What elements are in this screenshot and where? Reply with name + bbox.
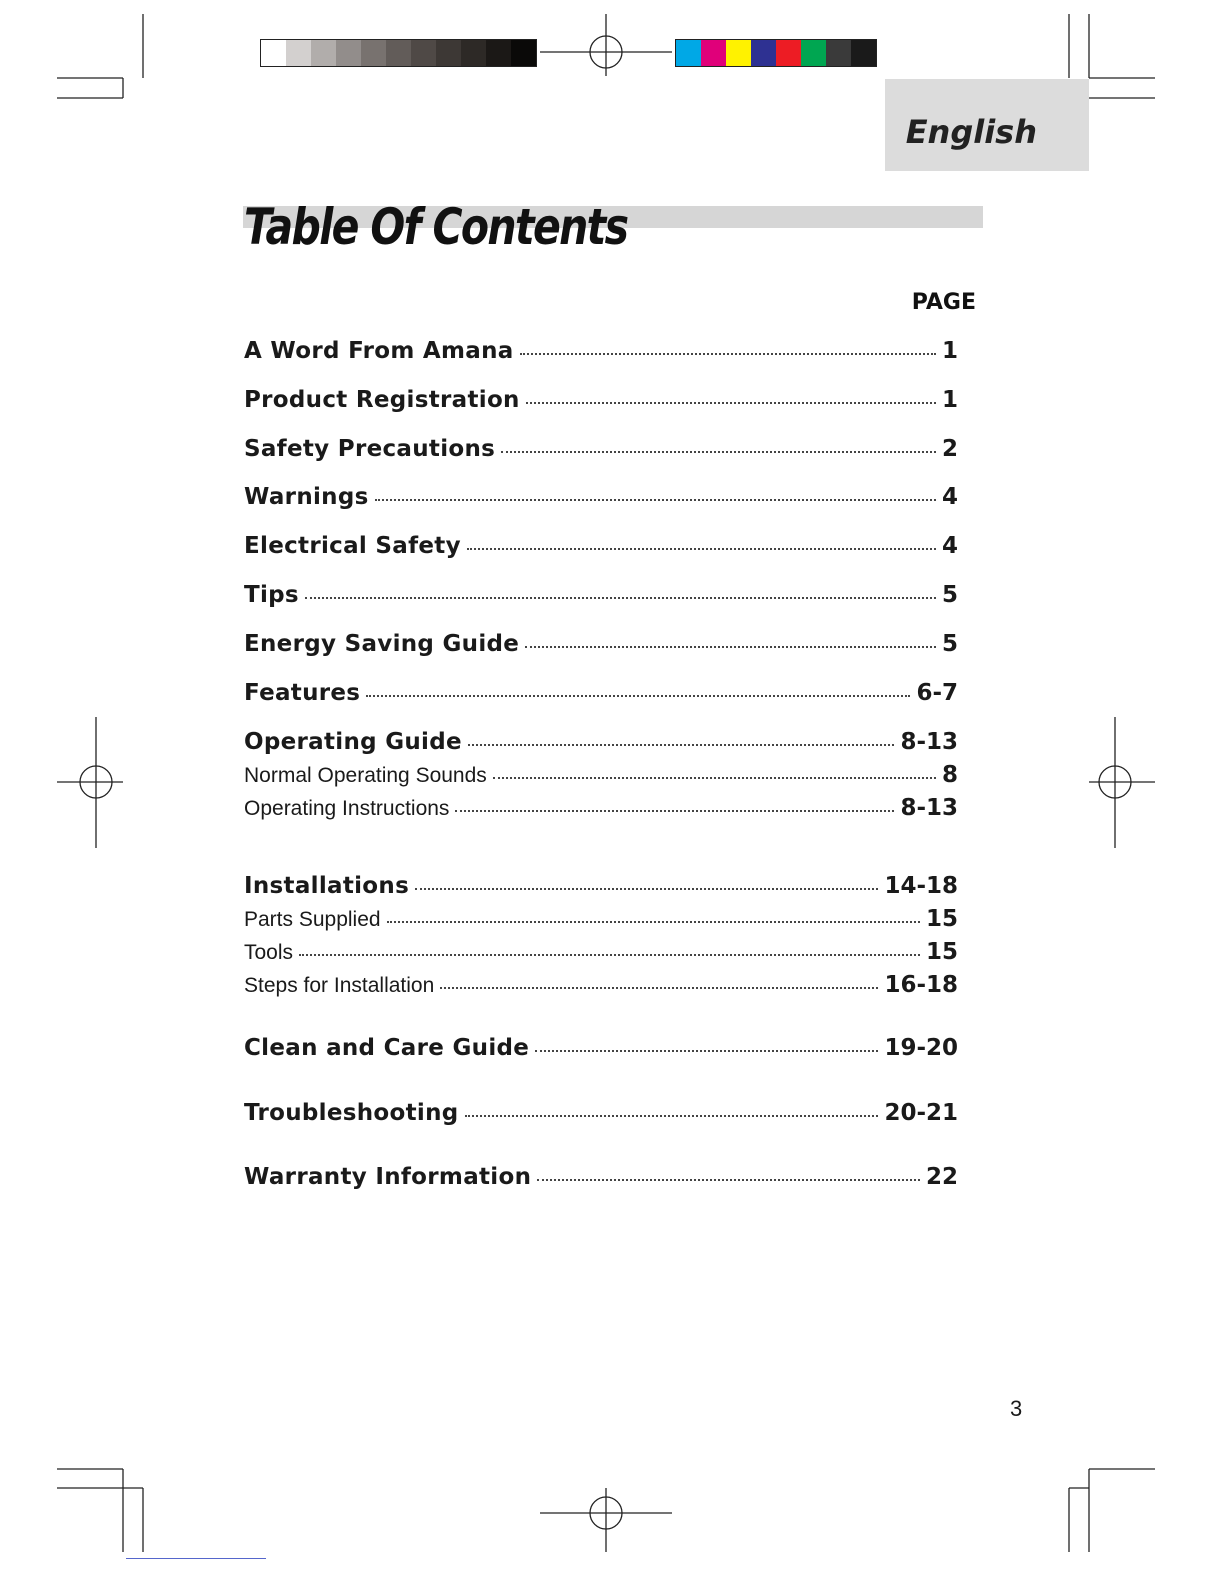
toc-entry-page: 2 <box>941 436 958 462</box>
dot-leader <box>526 402 936 404</box>
toc-entry <box>244 484 958 510</box>
toc-entry-page: 8 <box>941 762 958 788</box>
toc-entry-label: Warnings <box>244 484 369 510</box>
page-column-heading: PAGE <box>911 290 976 315</box>
gray-swatch <box>411 40 436 66</box>
toc-entry-page: 1 <box>941 338 958 364</box>
toc-entry-page: 5 <box>941 582 958 608</box>
toc-entry-label: Installations <box>244 873 410 899</box>
toc-entry-page: 8-13 <box>900 795 958 821</box>
toc-entry-label: Troubleshooting <box>244 1100 459 1126</box>
toc-entry-page: 15 <box>925 939 958 965</box>
toc-entry <box>244 906 958 932</box>
color-swatch <box>701 40 726 66</box>
dot-leader <box>415 888 878 890</box>
color-calibration-bar <box>675 39 877 67</box>
toc-entry-label: A Word From Amana <box>244 338 514 364</box>
toc-entry-page: 4 <box>941 533 958 559</box>
color-swatch <box>776 40 801 66</box>
toc-entry <box>244 387 958 413</box>
color-swatch <box>726 40 751 66</box>
toc-entry-page: 5 <box>941 631 958 657</box>
toc-entry <box>244 582 958 608</box>
dot-leader <box>375 499 936 501</box>
toc-entry <box>244 338 958 364</box>
dot-leader <box>387 921 920 923</box>
color-swatch <box>751 40 776 66</box>
dot-leader <box>535 1050 878 1052</box>
toc-entry <box>244 972 958 998</box>
toc-entry <box>244 729 958 755</box>
dot-leader <box>305 597 936 599</box>
dot-leader <box>520 353 936 355</box>
gray-swatch <box>286 40 311 66</box>
dot-leader <box>440 987 878 989</box>
page-number: 3 <box>1010 1396 1023 1421</box>
toc-entry <box>244 533 958 559</box>
gray-swatch <box>461 40 486 66</box>
dot-leader <box>467 548 936 550</box>
bottom-rule <box>126 1558 266 1559</box>
toc-entry-label: Features <box>244 680 361 706</box>
toc-entry <box>244 631 958 657</box>
page-title: Table Of Contents <box>244 198 628 256</box>
dot-leader <box>299 954 920 956</box>
gray-swatch <box>386 40 411 66</box>
toc-entry-page: 1 <box>941 387 958 413</box>
toc-entry-label: Steps for Installation <box>244 974 435 997</box>
toc-entry-page: 20-21 <box>884 1100 958 1126</box>
gray-swatch <box>361 40 386 66</box>
language-tab <box>885 79 1089 171</box>
toc-entry-label: Clean and Care Guide <box>244 1035 530 1061</box>
toc-entry-label: Tools <box>244 941 294 964</box>
toc-entry-page: 16-18 <box>884 972 958 998</box>
toc-entry-label: Energy Saving Guide <box>244 631 520 657</box>
toc-entry <box>244 1164 958 1190</box>
toc-entry-label: Warranty Information <box>244 1164 532 1190</box>
gray-swatch <box>486 40 511 66</box>
toc-entry-page: 4 <box>941 484 958 510</box>
toc-entry-label: Tips <box>244 582 299 608</box>
toc-entry-label: Parts Supplied <box>244 908 381 931</box>
toc-entry-label: Operating Guide <box>244 729 462 755</box>
color-swatch <box>676 40 701 66</box>
gray-swatch <box>511 40 536 66</box>
toc-entry-page: 6-7 <box>916 680 958 706</box>
color-swatch <box>826 40 851 66</box>
toc-entry <box>244 1035 958 1061</box>
toc-entry-page: 8-13 <box>900 729 958 755</box>
toc-entry <box>244 1100 958 1126</box>
dot-leader <box>525 646 936 648</box>
grayscale-calibration-bar <box>260 39 537 67</box>
gray-swatch <box>311 40 336 66</box>
color-swatch <box>851 40 876 66</box>
toc-entry-label: Safety Precautions <box>244 436 496 462</box>
dot-leader <box>537 1179 920 1181</box>
dot-leader <box>468 744 895 746</box>
toc-entry-page: 22 <box>925 1164 958 1190</box>
color-swatch <box>801 40 826 66</box>
toc-entry <box>244 762 958 788</box>
dot-leader <box>455 810 894 812</box>
dot-leader <box>501 451 936 453</box>
toc-entry-label: Product Registration <box>244 387 520 413</box>
toc-entry-label: Normal Operating Sounds <box>244 764 487 787</box>
toc-entry <box>244 873 958 899</box>
toc-entry-page: 14-18 <box>884 873 958 899</box>
language-label: English <box>905 113 1037 151</box>
gray-swatch <box>261 40 286 66</box>
gray-swatch <box>336 40 361 66</box>
toc-entry-page: 19-20 <box>884 1035 958 1061</box>
toc-entry <box>244 939 958 965</box>
toc-entry <box>244 436 958 462</box>
dot-leader <box>465 1115 879 1117</box>
toc-entry-label: Electrical Safety <box>244 533 461 559</box>
toc-entry-page: 15 <box>925 906 958 932</box>
dot-leader <box>366 695 910 697</box>
toc-entry-label: Operating Instructions <box>244 797 450 820</box>
dot-leader <box>493 777 936 779</box>
toc-entry <box>244 795 958 821</box>
gray-swatch <box>436 40 461 66</box>
toc-entry <box>244 680 958 706</box>
